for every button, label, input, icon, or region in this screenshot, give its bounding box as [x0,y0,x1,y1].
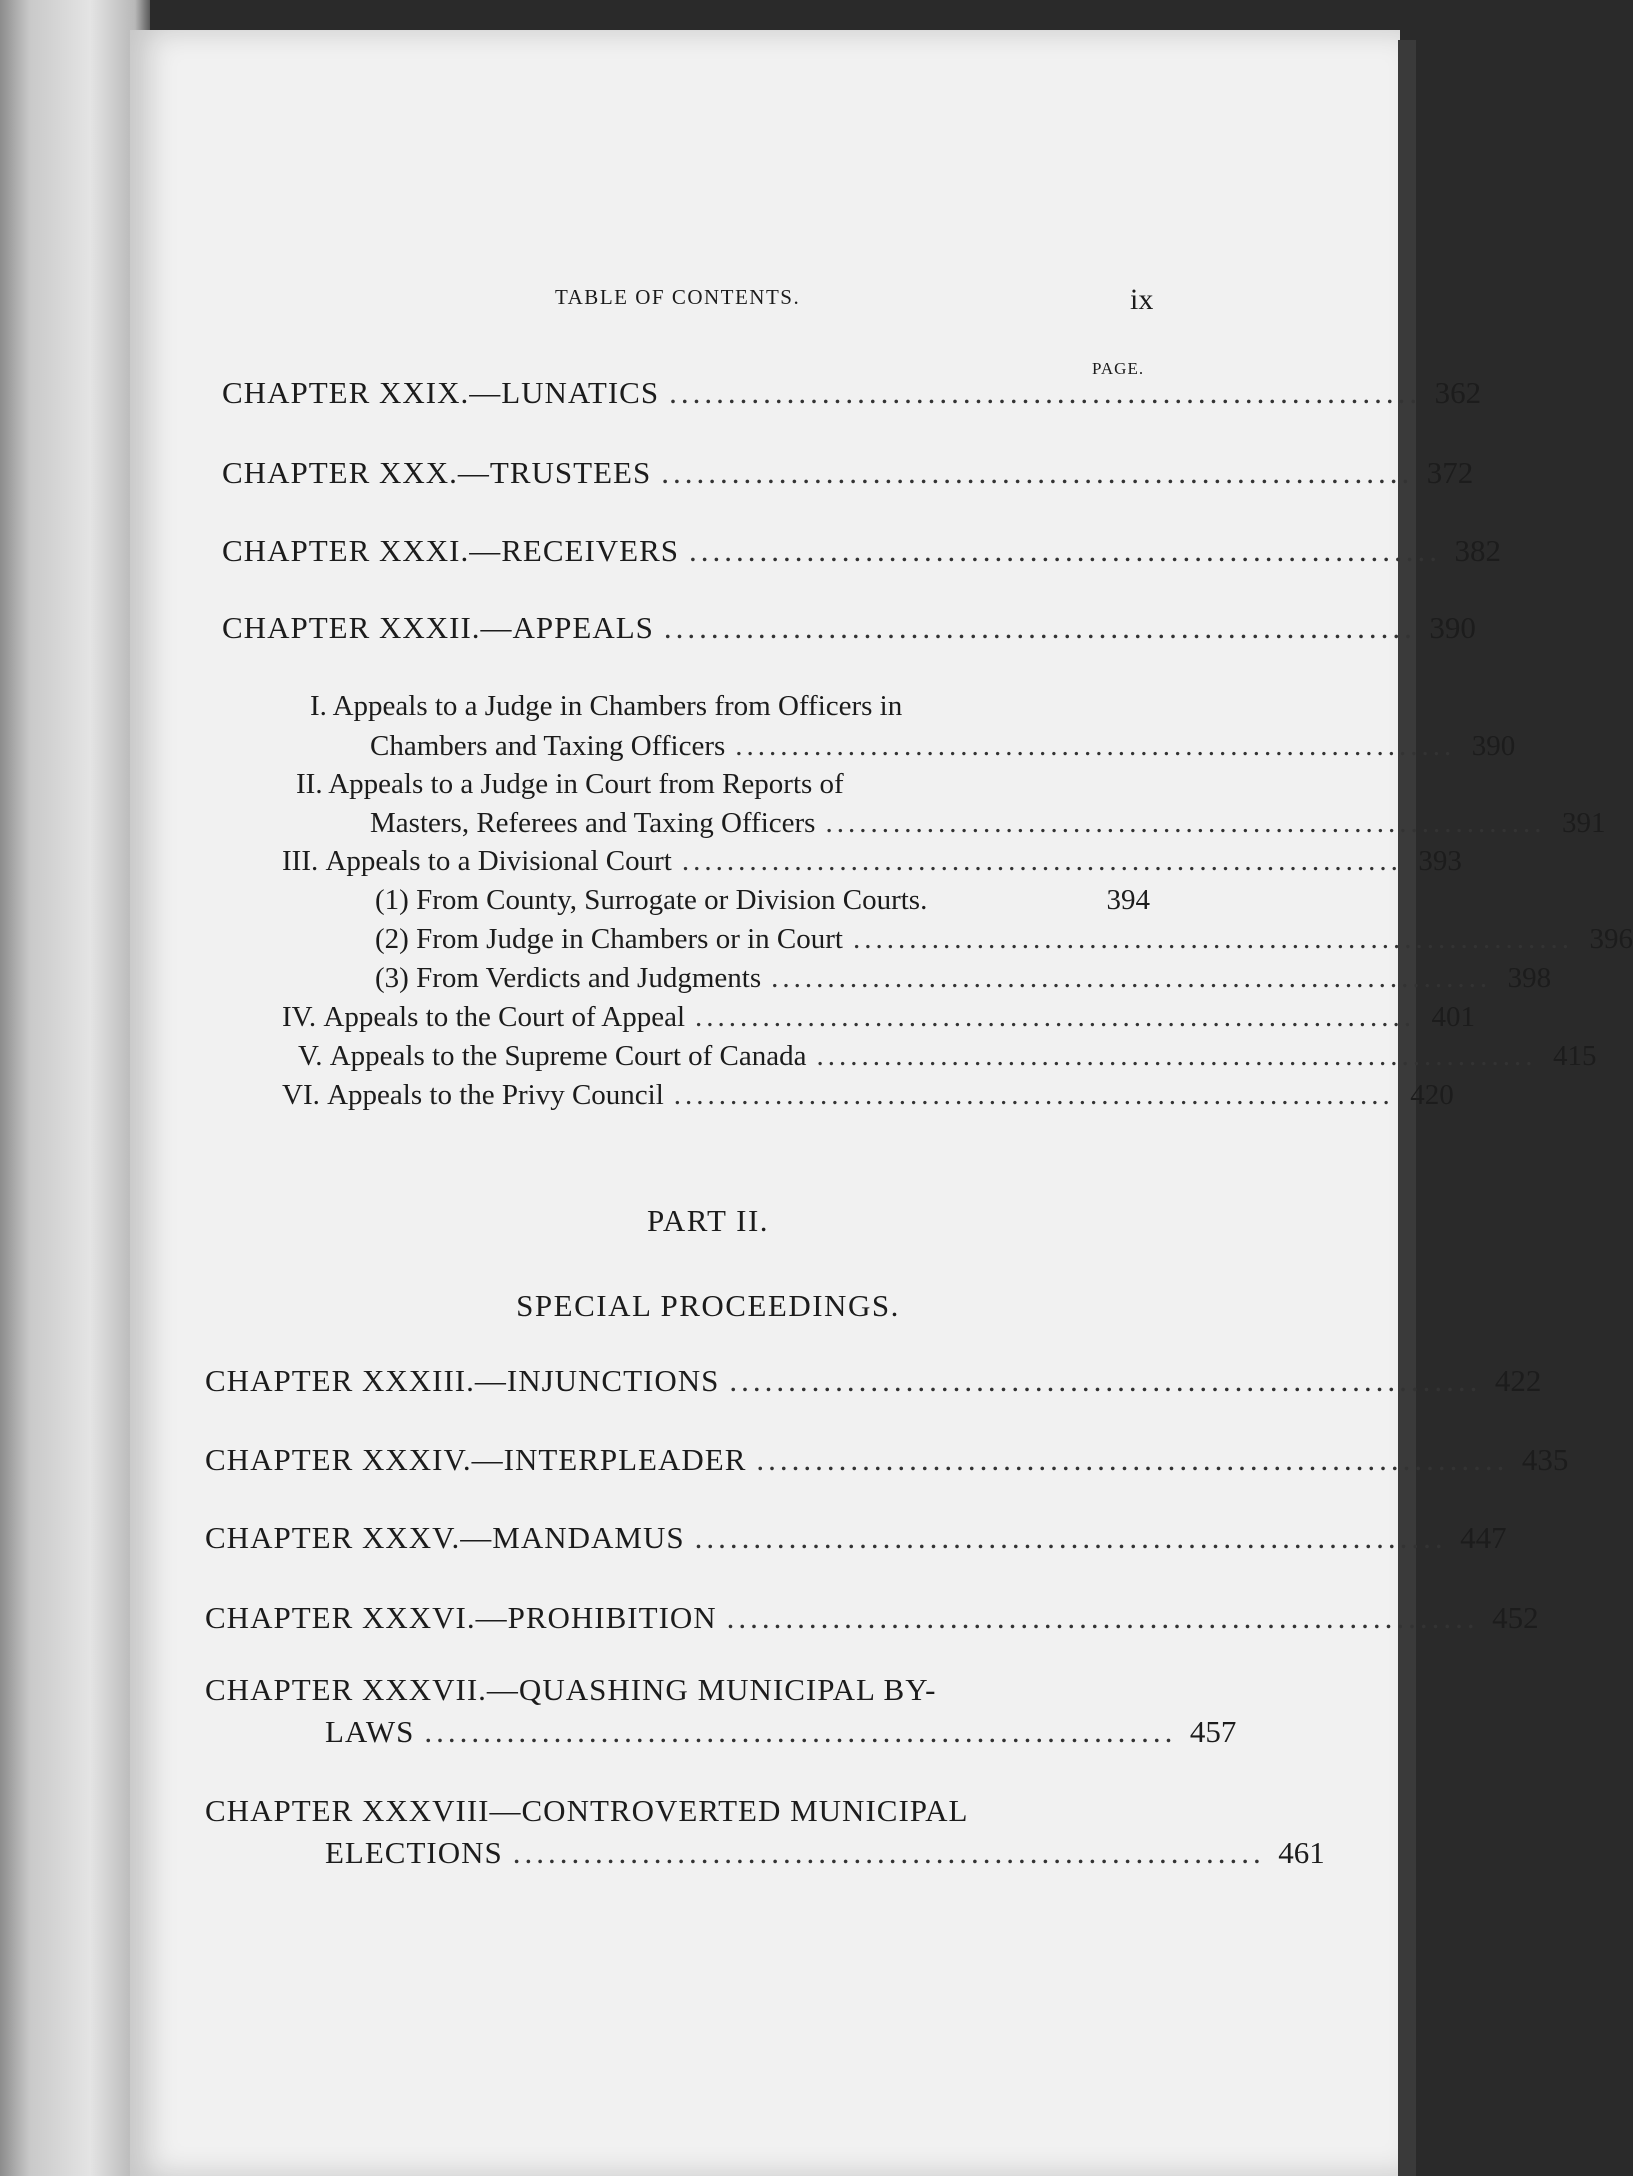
subsection-label: Appeals to a Judge in Chambers from Officers in [332,690,903,722]
toc-entry-page: 422 [1494,1363,1542,1398]
toc-entry [222,375,1482,411]
subsection-label: Masters, Referees and Taxing Officers [370,807,816,839]
toc-entry [205,1600,1539,1636]
subsection-entry [282,1079,1454,1112]
subsection-entry [282,845,1462,878]
toc-entry-page: 461 [1278,1835,1325,1870]
toc-entry-page: 452 [1492,1600,1539,1635]
leader-dots: ................................................................ [689,533,1442,568]
leader-dots: ................................................................ [673,1079,1394,1111]
toc-entry-page: 372 [1426,455,1474,490]
toc-entry-page: 390 [1429,610,1476,645]
leader-dots: ................................................................ [825,807,1546,839]
leader-dots: ................................................................ [663,610,1416,645]
subsection-entry [375,962,1552,995]
facing-page-edge [0,0,150,2176]
leader-dots: ................................................................ [661,455,1414,490]
subsection-label: Appeals to a Judge in Court from Reports of [328,768,844,800]
leader-dots: ................................................................ [735,730,1456,762]
toc-entry [205,1442,1569,1478]
toc-entry-label: CHAPTER XXXIV.—INTERPLEADER [205,1442,747,1477]
page-column-label: PAGE. [1092,359,1145,378]
subsection-number: VI. [282,1079,320,1111]
subsection-number: (1) [375,884,409,916]
toc-entry-page: 362 [1434,375,1482,410]
subsection-page: 398 [1507,962,1552,994]
toc-entry [205,1520,1507,1556]
leader-dots: ................................................................ [695,1001,1415,1033]
leader-dots: ................................................................ [424,1714,1177,1749]
leader-dots: ................................................................ [756,1442,1509,1477]
subsection-label: From Verdicts and Judgments [416,962,762,994]
leader-dots: ................................................................ [771,962,1492,994]
subsection-page: 394 [1106,884,1150,916]
subsection-page: 393 [1418,845,1462,877]
toc-entry [222,533,1502,569]
subsection-continuation [370,807,1606,840]
subsection-entry [375,884,1150,917]
subsection-number: II. [296,768,323,800]
leader-dots: ................................................................ [694,1520,1447,1555]
subsection-entry [282,1001,1475,1034]
leader-dots: ................................................................ [681,845,1402,877]
leader-dots: ................................................................ [669,375,1422,410]
header-title: TABLE OF CONTENTS. [555,285,801,309]
subsection-number: III. [282,845,319,877]
toc-entry [222,610,1476,646]
toc-entry-line1: CHAPTER XXXVIII—CONTROVERTED MUNICIPAL [205,1793,969,1828]
subsection-number: (3) [375,962,409,994]
subsection-number: I. [310,690,327,722]
leader-dots: ................................................................ [816,1040,1537,1072]
toc-entry-label: ELECTIONS [325,1835,503,1870]
subsection-number: (2) [375,923,409,955]
header-page-number: ix [1130,283,1154,316]
toc-entry-label: CHAPTER XXX.—TRUSTEES [222,455,652,490]
subsection-page: 401 [1431,1001,1475,1033]
running-header [0,285,1416,325]
subsection-entry [298,1040,1597,1073]
subsection-page: 396 [1589,923,1633,955]
subsection-page: 390 [1471,730,1516,762]
leader-dots: ................................................................ [512,1835,1265,1870]
subsection-page: 420 [1410,1079,1454,1111]
subsection-number: IV. [282,1001,317,1033]
subsection-number: V. [298,1040,323,1072]
leader-dots: ................................................................ [726,1600,1479,1635]
toc-entry-line1: CHAPTER XXXVII.—QUASHING MUNICIPAL BY- [205,1672,937,1707]
subsection-label: Appeals to a Divisional Court [325,845,672,877]
subsection-continuation [370,730,1516,763]
toc-entry [222,455,1474,491]
subsection-label: From Judge in Chambers or in Court [416,923,843,955]
toc-entry-page: 447 [1460,1520,1507,1555]
subsection-page: 391 [1561,807,1606,839]
leader-dots: ................................................................ [853,923,1573,955]
toc-entry-label: LAWS [325,1714,415,1749]
toc-entry-page: 382 [1454,533,1502,568]
toc-entry-label: CHAPTER XXXV.—MANDAMUS [205,1520,685,1555]
subsection-label: From County, Surrogate or Division Courts. [416,884,928,916]
toc-entry-label: CHAPTER XXIX.—LUNATICS [222,375,660,410]
part-heading: PART II. [646,1203,770,1238]
toc-entry [325,1714,1237,1750]
toc-entry-label: CHAPTER XXXIII.—INJUNCTIONS [205,1363,720,1398]
leader-dots: ................................................................ [729,1363,1482,1398]
subsection-entry [375,923,1633,956]
toc-entry-label: CHAPTER XXXII.—APPEALS [222,610,654,645]
toc-entry-page: 435 [1521,1442,1569,1477]
subsection-entry [296,768,844,801]
toc-entry-page: 457 [1189,1714,1237,1749]
toc-entry-label: CHAPTER XXXI.—RECEIVERS [222,533,680,568]
subsection-entry [310,690,902,723]
subsection-label: Appeals to the Privy Council [327,1079,664,1111]
toc-entry-label: CHAPTER XXXVI.—PROHIBITION [205,1600,717,1635]
subsection-label: Chambers and Taxing Officers [370,730,726,762]
subsection-page: 415 [1553,1040,1597,1072]
subsection-label: Appeals to the Court of Appeal [323,1001,685,1033]
part-subheading: SPECIAL PROCEEDINGS. [516,1288,900,1323]
toc-entry [325,1835,1325,1871]
toc-entry [205,1363,1542,1399]
subsection-label: Appeals to the Supreme Court of Canada [329,1040,807,1072]
